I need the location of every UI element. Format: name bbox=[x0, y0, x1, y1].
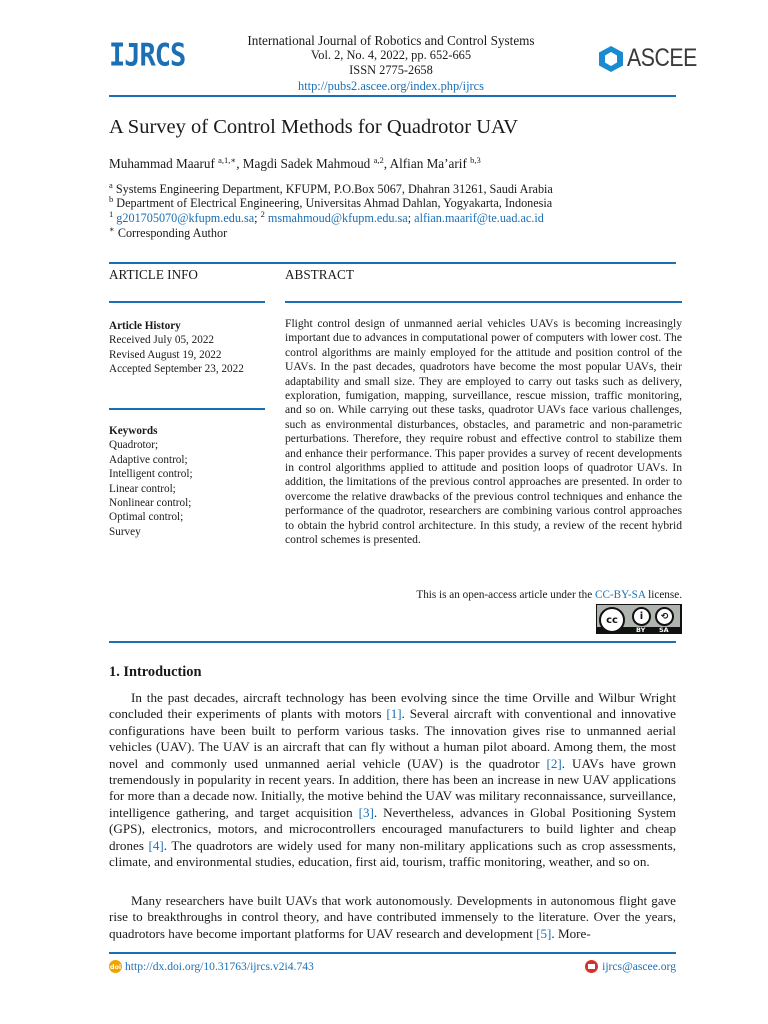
info-top-divider bbox=[109, 262, 676, 264]
doi-icon: doi bbox=[109, 960, 122, 973]
journal-title: International Journal of Robotics and Control Systems bbox=[247, 33, 535, 48]
paragraph-text: . The quadrotors are widely used for many non-military applications such as crop assessments, climate, and environmental studies, education, first aid, tourism, traffic monitoring, weather, and so on. bbox=[109, 837, 676, 870]
article-history bbox=[109, 319, 269, 377]
paragraph-text: In the past decades, aircraft technology has been evolving since the time Orville and Wilbur Wright concluded their experiments of plants with motors bbox=[109, 690, 676, 722]
author-name: Magdi Sadek Mahmoud bbox=[242, 156, 371, 171]
ijrcs-logo: IJRCS bbox=[109, 38, 186, 74]
affiliation-text: Department of Electrical Engineering, Universitas Ahmad Dahlan, Yogyakarta, Indonesia bbox=[116, 196, 553, 210]
keyword: Linear control; bbox=[109, 482, 176, 495]
badge-sa-label: SA bbox=[659, 626, 669, 634]
keywords bbox=[109, 424, 269, 539]
body-paragraph bbox=[109, 690, 676, 870]
abstract-text: Flight control design of unmanned aerial vehicles UAVs is becoming increasingly important due to advances in computational power of computers with lower cost. The control algorithms are mainly employed for the attitude and position control of the UAVs. In the past decades, quadrotors have become the most popular UAVs, their adaptability and small size. They are employed to carry out tasks such as delivery, exploration, fumigation, mapping, surveillance, rescue mission, traffic monitoring, and so on. While carrying out these tasks, quadrotor UAVs face various challenges, such as environmental disturbances, obstacles, and parametric and non-parametric perturbations. Therefore, they require robust and effective control to stabilize them and enhance their performance. This paper provides a survey of recent developments in control algorithms applied to attitude and position loops of quadrotor UAVs. In addition, the limitations of the previous control approaches are presented. In order to overcome the relative drawbacks of the previous control techniques and enhance the performance of the quadrotor, researchers are combining various control approaches to obtain the hybrid control architecture. In this study, a review of the recent hybrid control schemes is presented. bbox=[285, 317, 682, 547]
cc-by-sa-link[interactable]: CC-BY-SA bbox=[594, 589, 646, 601]
abstract-divider bbox=[285, 301, 682, 303]
history-divider bbox=[109, 408, 265, 410]
ascee-wordmark: ASCEE bbox=[627, 44, 697, 72]
abstract-bottom-divider bbox=[109, 641, 676, 643]
cc-logo-icon: cc bbox=[599, 607, 625, 633]
keyword: Nonlinear control; bbox=[109, 497, 192, 510]
ascee-hexagon-icon bbox=[599, 46, 623, 72]
keyword: Adaptive control; bbox=[109, 453, 188, 466]
attribution-icon: i bbox=[632, 607, 651, 626]
corresponding-sup: ∗ bbox=[109, 224, 115, 234]
journal-volume: Vol. 2, No. 4, 2022, pp. 652-665 bbox=[310, 48, 472, 63]
email-sup: 1 bbox=[109, 209, 114, 219]
paragraph-text: Many researchers have built UAVs that work autonomously. Developments in autonomous flight gave rise to breakthroughs in control theory, and have contributed immensely to the literature. Over the years, quadrotors have become important platforms for UAV research and development bbox=[109, 893, 676, 941]
citation-link[interactable]: [1] bbox=[386, 706, 402, 722]
share-alike-icon: ⟲ bbox=[655, 607, 674, 626]
keywords-heading: Keywords bbox=[109, 425, 158, 437]
cc-license-badge[interactable] bbox=[596, 604, 682, 634]
badge-by-label: BY bbox=[636, 626, 646, 634]
journal-url-link[interactable]: http://pubs2.ascee.org/index.php/ijrcs bbox=[298, 78, 484, 93]
email-separator: ; bbox=[254, 211, 258, 225]
journal-issn: ISSN 2775-2658 bbox=[349, 63, 433, 78]
email-sup: 2 bbox=[260, 209, 265, 219]
history-item: Accepted September 23, 2022 bbox=[109, 363, 244, 376]
corresponding-author bbox=[109, 222, 227, 240]
author-list: Muhammad Maaruf $^{a,1,∗}$, Magdi Sadek Mahmoud $^{a,2}$, Alfian Ma’arif $^{b,3}$ bbox=[109, 155, 481, 171]
corresponding-text: Corresponding Author bbox=[117, 226, 228, 240]
email-separator: ; bbox=[407, 211, 412, 225]
history-item: Received July 05, 2022 bbox=[109, 334, 215, 347]
paper-title: A Survey of Control Methods for Quadrotor UAV bbox=[109, 116, 519, 138]
affiliation-sup: a bbox=[109, 180, 113, 190]
citation-link[interactable]: [4] bbox=[148, 837, 164, 853]
footer-doi bbox=[109, 960, 314, 973]
author-name: Alfian Ma’arif bbox=[389, 156, 467, 171]
footer-email bbox=[585, 960, 676, 973]
author-sup: a,1,∗ bbox=[218, 155, 237, 165]
author-name: Muhammad Maaruf bbox=[109, 156, 215, 171]
section-heading: 1. Introduction bbox=[109, 664, 202, 680]
article-history-heading: Article History bbox=[109, 320, 181, 332]
keyword: Survey bbox=[109, 525, 141, 538]
keyword: Quadrotor; bbox=[109, 439, 159, 452]
keyword: Optimal control; bbox=[109, 511, 184, 524]
license-suffix: license. bbox=[648, 589, 682, 601]
history-item: Revised August 19, 2022 bbox=[109, 348, 222, 361]
license-prefix: This is an open-access article under the bbox=[416, 589, 593, 601]
abstract-heading: ABSTRACT bbox=[285, 267, 354, 282]
citation-link[interactable]: [3] bbox=[358, 804, 374, 820]
email-link[interactable]: g201705070@kfupm.edu.sa bbox=[116, 211, 255, 225]
keyword: Intelligent control; bbox=[109, 468, 193, 481]
email-link[interactable]: msmahmoud@kfupm.edu.sa bbox=[267, 211, 408, 225]
ascee-logo bbox=[599, 44, 709, 73]
body-paragraph bbox=[109, 893, 676, 942]
paragraph-text: . More- bbox=[551, 925, 591, 941]
paragraph-text: . Nevertheless, advances in Global Positioning System (GPS), electronics, motors, and microcontrollers encouraged manufacturers to build lighter and cheap drones bbox=[109, 804, 676, 853]
journal-header bbox=[200, 33, 582, 94]
author-sup: b,3 bbox=[470, 155, 481, 165]
affiliation-sup: b bbox=[109, 194, 114, 204]
journal-email-link[interactable]: ijrcs@ascee.org bbox=[602, 960, 676, 973]
affiliation-text: Systems Engineering Department, KFUPM, P.O.Box 5067, Dhahran 31261, Saudi Arabia bbox=[115, 182, 553, 196]
footer-divider bbox=[109, 952, 676, 954]
email-link[interactable]: alfian.maarif@te.uad.ac.id bbox=[414, 211, 544, 225]
license-line bbox=[285, 589, 682, 601]
article-info-heading: ARTICLE INFO bbox=[109, 267, 198, 282]
paragraph-text: . UAVs have grown tremendously in popularity in recent years. In addition, there has been an increase in new UAV applications for more than a decade now. Initially, the motive behind the UAV was military reconnaissance, surveillance, intelligence gathering, and target acquisition bbox=[109, 755, 676, 820]
mail-icon bbox=[585, 960, 598, 973]
citation-link[interactable]: [2] bbox=[546, 755, 562, 771]
info-divider bbox=[109, 301, 265, 303]
citation-link[interactable]: [5] bbox=[536, 925, 552, 941]
doi-link[interactable]: http://dx.doi.org/10.31763/ijrcs.v2i4.743 bbox=[125, 960, 314, 973]
header-divider bbox=[109, 95, 676, 97]
author-sup: a,2 bbox=[373, 155, 384, 165]
paragraph-text: . Several aircraft with conventional and innovative configurations have been built to perform various tasks. The innovation gives rise to unmanned aerial vehicles (UAV). The UAV is an aircraft that can fly without a human pilot aboard. Among them, the most novel and commonly used unmanned aerial vehicle (UAV) is the quadrotor bbox=[109, 706, 676, 771]
